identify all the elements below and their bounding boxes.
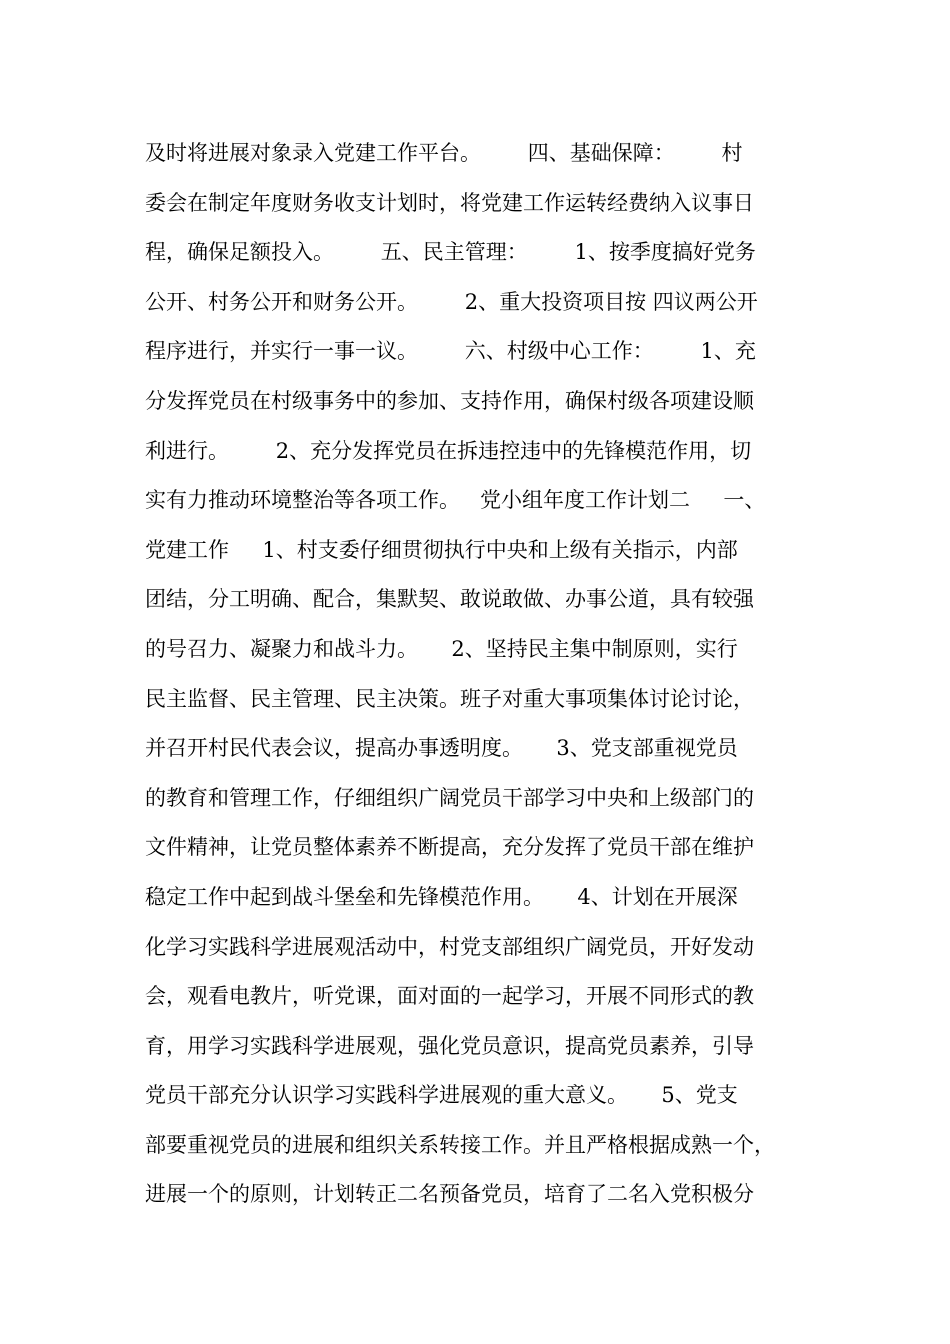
text-line-12: 民主监督、民主管理、民主决策。班子对重大事项集体讨论讨论， bbox=[145, 686, 754, 711]
body-text bbox=[145, 133, 825, 1224]
text-line-11: 的号召力、凝聚力和战斗力。 2、坚持民主集中制原则，实行 bbox=[145, 636, 738, 661]
text-line-9: 党建工作 1、村支委仔细贯彻执行中央和上级有关指示，内部 bbox=[145, 537, 738, 562]
text-line-2: 委会在制定年度财务收支计划时，将党建工作运转经费纳入议事日 bbox=[145, 190, 754, 215]
text-line-4: 公开、村务公开和财务公开。 2、重大投资项目按 四议两公开 bbox=[145, 289, 758, 314]
text-line-10: 团结，分工明确、配合，集默契、敢说敢做、办事公道，具有较强 bbox=[145, 587, 754, 612]
text-line-20: 党员干部充分认识学习实践科学进展观的重大意义。 5、党支 bbox=[145, 1083, 738, 1108]
text-line-22: 进展一个的原则，计划转正二名预备党员，培育了二名入党积极分 bbox=[145, 1182, 754, 1207]
text-line-16: 稳定工作中起到战斗堡垒和先锋模范作用。 4、计划在开展深 bbox=[145, 884, 738, 909]
text-line-14: 的教育和管理工作，仔细组织广阔党员干部学习中央和上级部门的 bbox=[145, 785, 754, 810]
text-line-15: 文件精神，让党员整体素养不断提高，充分发挥了党员干部在维护 bbox=[145, 835, 754, 860]
text-line-1: 及时将进展对象录入党建工作平台。 四、基础保障： 村 bbox=[145, 141, 743, 165]
text-line-19: 育，用学习实践科学进展观，强化党员意识，提高党员素养，引导 bbox=[145, 1033, 754, 1058]
text-line-13: 并召开村民代表会议，提高办事透明度。 3、党支部重视党员 bbox=[145, 736, 738, 761]
text-line-8: 实有力推动环境整治等各项工作。 党小组年度工作计划二 一、 bbox=[145, 488, 766, 513]
text-line-18: 会，观看电教片，听党课，面对面的一起学习，开展不同形式的教 bbox=[145, 984, 754, 1009]
text-line-5: 程序进行，并实行一事一议。 六、村级中心工作： 1、充 bbox=[145, 339, 756, 364]
text-line-17: 化学习实践科学进展观活动中，村党支部组织广阔党员，开好发动 bbox=[145, 934, 754, 959]
text-line-3: 程，确保足额投入。 五、民主管理： 1、按季度搞好党务 bbox=[145, 240, 756, 265]
text-line-21: 部要重视党员的进展和组织关系转接工作。并且严格根据成熟一个， bbox=[145, 1132, 775, 1157]
text-line-6: 分发挥党员在村级事务中的参加、支持作用，确保村级各项建设顺 bbox=[145, 388, 754, 413]
text-line-7: 利进行。 2、充分发挥党员在拆违控违中的先锋模范作用，切 bbox=[145, 438, 752, 463]
